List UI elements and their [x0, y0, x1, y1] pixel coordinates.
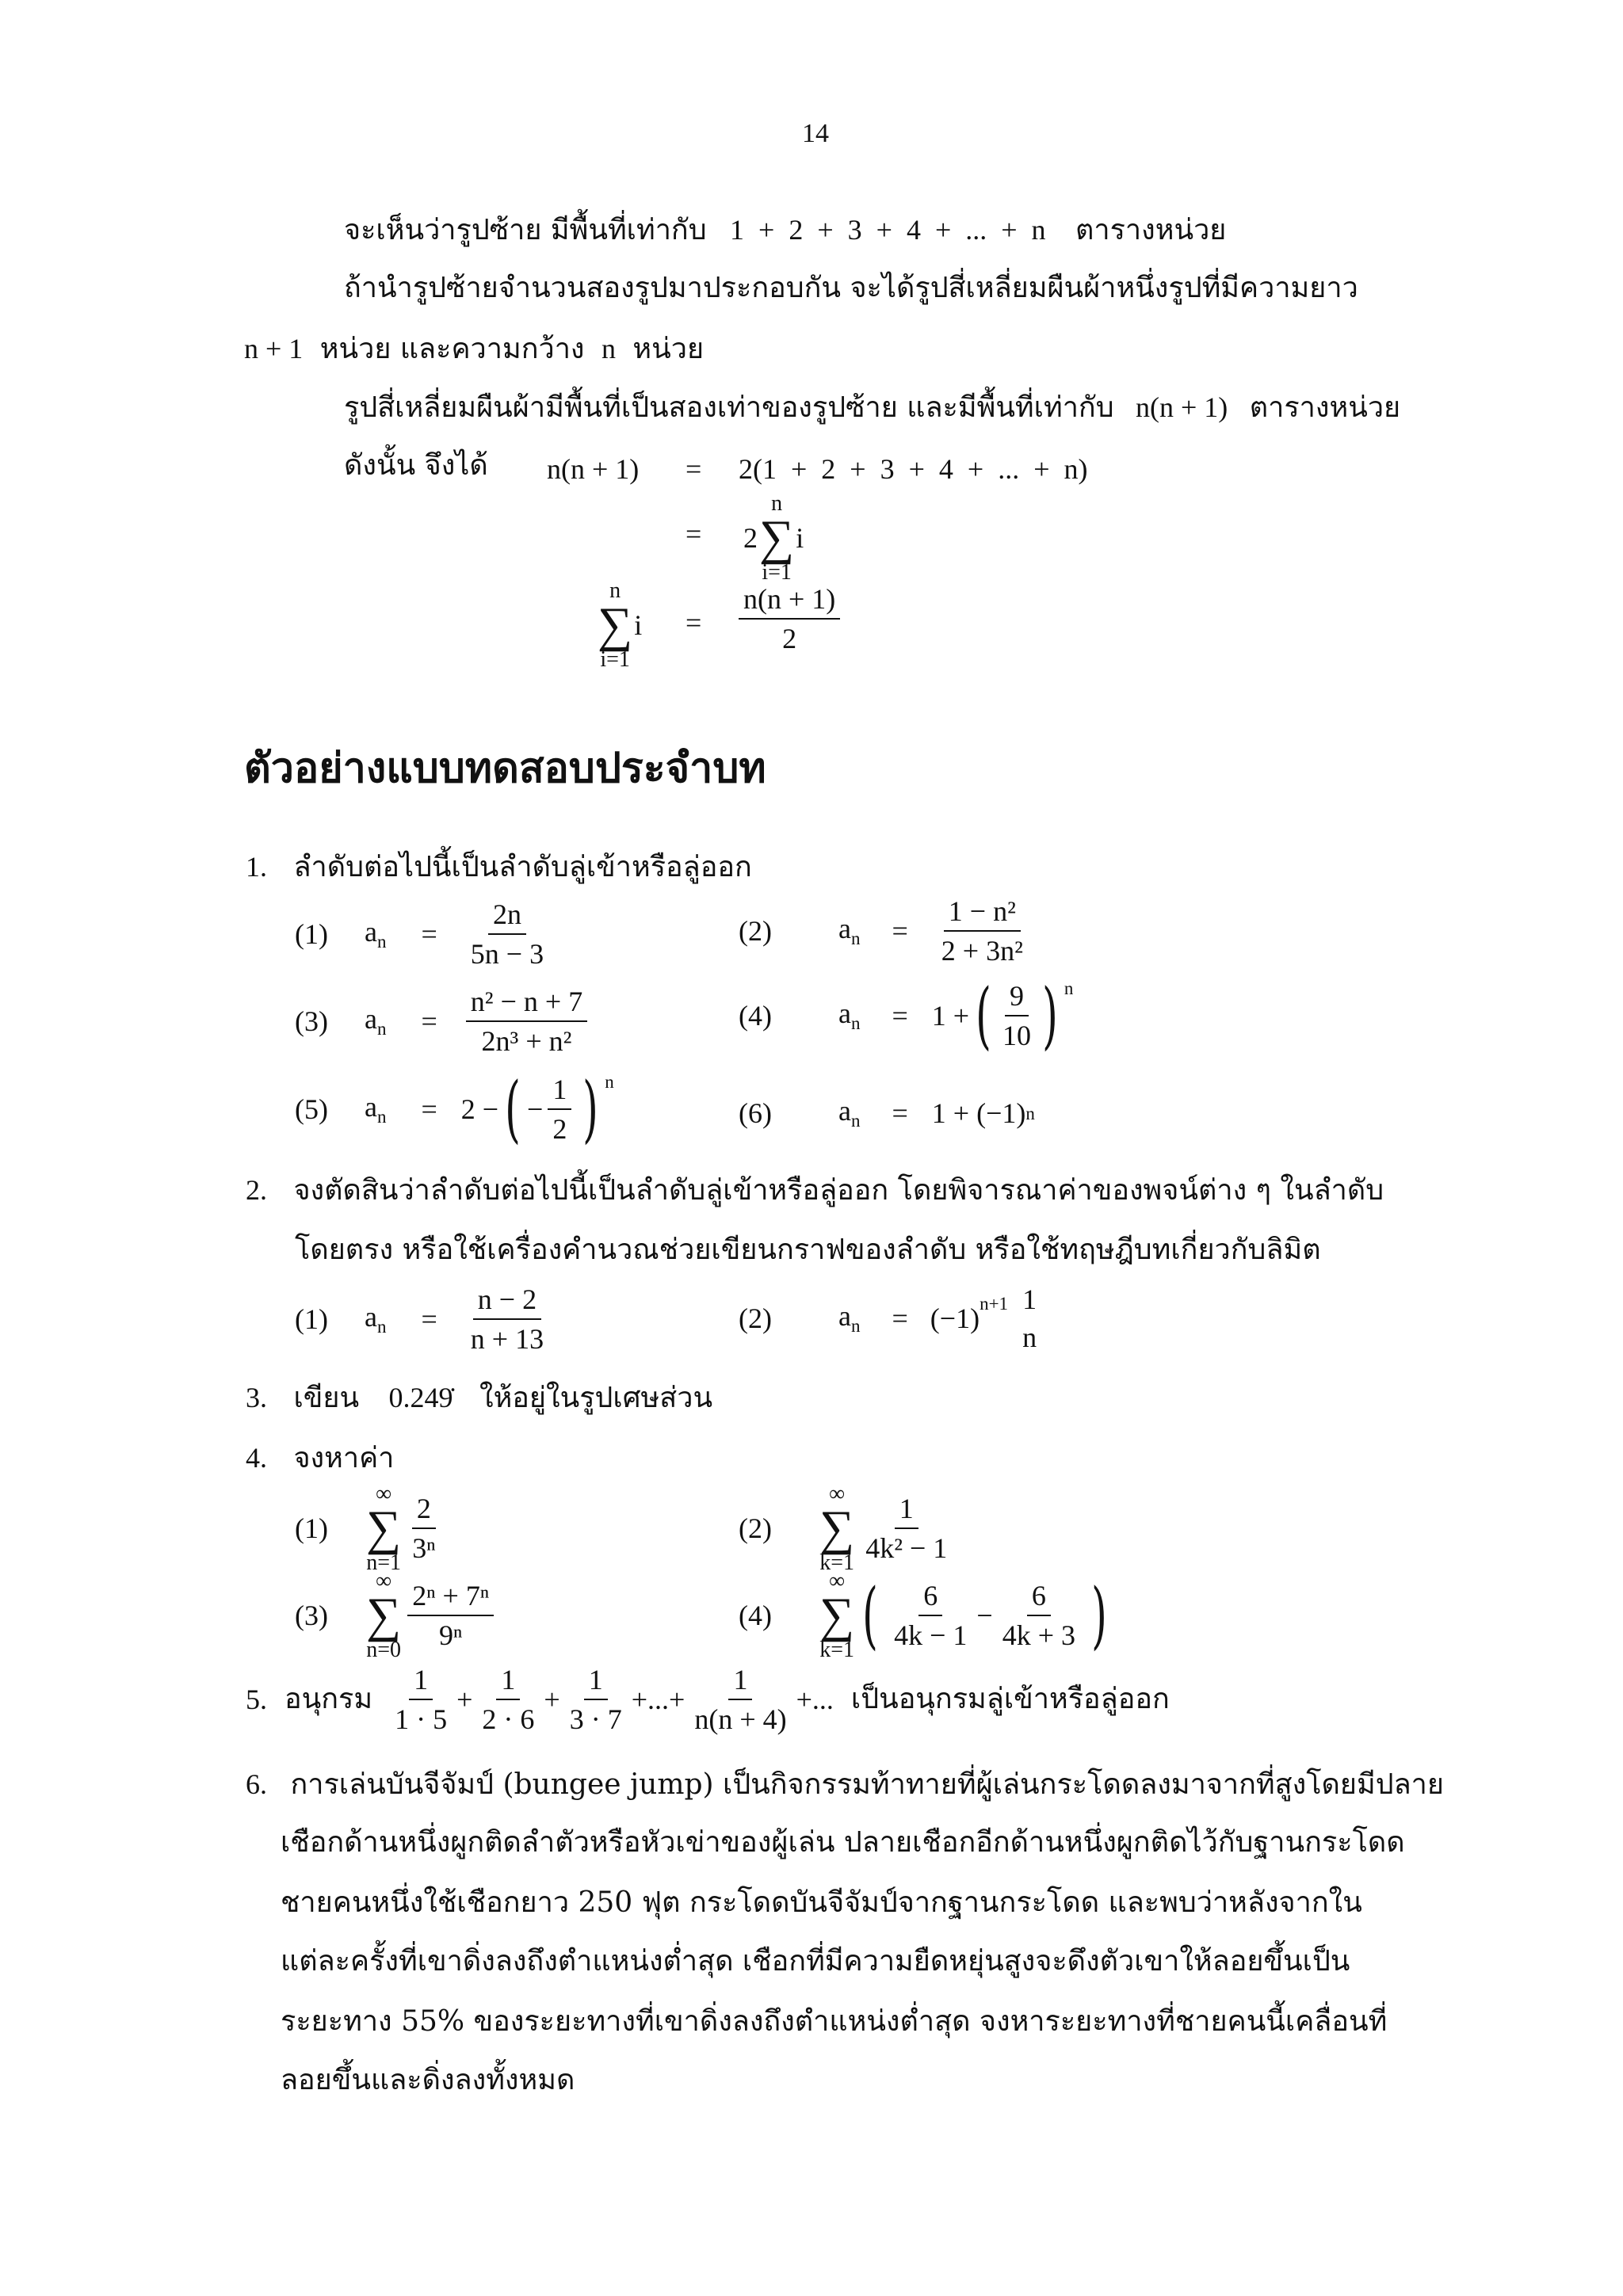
eq2-body: i [796, 522, 804, 555]
denominator: 4k − 1 [894, 1619, 968, 1652]
numerator: 6 [1027, 1581, 1051, 1616]
ellipsis: +...+ [631, 1684, 685, 1715]
fraction [466, 900, 548, 968]
q2-item-1 [295, 1285, 553, 1353]
q5 [246, 1665, 1170, 1733]
numerator: 1 [548, 1075, 571, 1110]
equals: = [892, 915, 908, 947]
expression: 1 + (−1) [931, 1097, 1026, 1129]
fraction [889, 1581, 972, 1650]
fraction [739, 585, 840, 653]
left-paren: ( [976, 973, 991, 1058]
sum-lower: n=0 [366, 1637, 401, 1662]
fraction [390, 1665, 452, 1733]
numerator: 2n [488, 900, 526, 935]
q4-label: 4. [246, 1442, 267, 1474]
q1-text: ลำดับต่อไปนี้เป็นลำดับลู่เข้าหรือลู่ออก [293, 851, 752, 883]
numerator: 2 [412, 1494, 436, 1529]
denominator: 3 · 7 [569, 1703, 622, 1735]
q4-item-3 [295, 1570, 498, 1661]
item-label: (6) [739, 1097, 772, 1129]
q1-item-4 [739, 973, 1074, 1058]
denominator: 10 [1002, 1020, 1032, 1051]
left-paren: ( [505, 1066, 521, 1151]
eq1-sign: = [685, 453, 702, 485]
numerator: 1 [728, 1665, 752, 1700]
left-paren: ( [862, 1573, 879, 1658]
eq1-rhs: 2(1 + 2 + 3 + 4 + ... + n) [739, 453, 1088, 485]
denominator: 2 [782, 623, 797, 654]
q6-line-1 [246, 1770, 1444, 1799]
sum-lower: n=1 [366, 1550, 401, 1575]
summation [366, 1570, 401, 1661]
fraction [998, 982, 1036, 1050]
fraction [1018, 1285, 1041, 1352]
q3-label: 3. [246, 1382, 267, 1413]
q4-item-2 [739, 1483, 957, 1574]
right-paren: ) [582, 1066, 599, 1151]
eq3-body: i [634, 609, 643, 642]
summation [819, 1483, 854, 1574]
item-label: (4) [739, 1600, 772, 1632]
exponent: n [1025, 1103, 1035, 1123]
denominator: 1 · 5 [395, 1703, 448, 1735]
numerator: 1 [895, 1494, 918, 1529]
eq2-coef: 2 [743, 522, 758, 555]
plus-sign: + [456, 1684, 473, 1715]
sum-upper: ∞ [829, 1569, 846, 1593]
q3 [246, 1383, 712, 1413]
intro-line-3-text2: หน่วย [632, 333, 705, 365]
q1-item-2 [739, 897, 1033, 965]
sum-lower: i=1 [762, 559, 792, 585]
eq2-rhs [743, 493, 804, 584]
numerator: n − 2 [473, 1285, 541, 1320]
q5-text-2: เป็นอนุกรมลู่เข้าหรือลู่ออก [850, 1683, 1170, 1715]
fraction [477, 1665, 539, 1733]
intro-line-1-text: จะเห็นว่ารูปซ้าย มีพื้นที่เท่ากับ [344, 214, 707, 246]
denominator: n(n + 4) [694, 1703, 787, 1735]
sum-lower: k=1 [819, 1637, 854, 1662]
numerator: n² − n + 7 [466, 987, 587, 1022]
equals: = [421, 1093, 437, 1125]
fraction [861, 1493, 952, 1565]
denominator: 9ⁿ [439, 1619, 463, 1652]
summation [759, 493, 794, 584]
equals: = [421, 1005, 437, 1037]
item-var: $a_n$ [365, 1003, 387, 1039]
exponent: n [605, 1072, 614, 1092]
q4-item-4 [739, 1570, 1113, 1661]
q5-label: 5. [246, 1684, 267, 1715]
q2-item-2 [739, 1285, 1046, 1352]
intro-line-4-unit: ตารางหน่วย [1249, 391, 1401, 424]
intro-line-3-text1: หน่วย และความกว้าง [319, 333, 585, 365]
item-label: (5) [295, 1093, 328, 1125]
intro-line-3 [244, 334, 704, 364]
item-label: (2) [739, 915, 772, 947]
equals: = [892, 1097, 908, 1129]
q1-item-3 [295, 987, 592, 1055]
fraction [407, 1493, 440, 1565]
item-var: $a_n$ [838, 1300, 861, 1336]
denominator: 3ⁿ [412, 1532, 436, 1565]
q6-line-6: ลอยขึ้นและดิ่งลงทั้งหมด [281, 2064, 575, 2096]
q1-item-5 [295, 1066, 614, 1151]
summation [366, 1483, 401, 1574]
sigma-icon: ∑ [366, 1501, 402, 1555]
denominator: 2 + 3n² [941, 935, 1023, 967]
sum-upper: ∞ [376, 1482, 392, 1506]
intro-line-5: ดังนั้น จึงได้ [344, 449, 488, 482]
item-label: (2) [739, 1302, 772, 1334]
item-var: $a_n$ [365, 1091, 387, 1127]
q6-line-3: ชายคนหนึ่งใช้เชือกยาว 250 ฟุต กระโดดบันจีจัมป์จากฐานกระโดด และพบว่าหลังจากใน [281, 1886, 1362, 1919]
item-var: $a_n$ [838, 913, 861, 948]
q1-header [246, 852, 752, 882]
q3-text-1: เขียน [293, 1382, 360, 1414]
intro-line-1-expr: 1 + 2 + 3 + 4 + ... + n [730, 214, 1046, 246]
q3-text-2: ให้อยู่ในรูปเศษส่วน [479, 1382, 713, 1414]
sum-upper: ∞ [376, 1569, 392, 1593]
page-number: 14 [802, 119, 829, 148]
item-label: (3) [295, 1600, 328, 1632]
fraction [689, 1665, 791, 1733]
q6-line-5: ระยะทาง 55% ของระยะทางที่เขาดิ่งลงถึงตำแหน่งต่ำสุด จงหาระยะทางที่ชายคนนี้เคลื่อนที่ [281, 2005, 1388, 2038]
sigma-icon: ∑ [366, 1589, 402, 1642]
denominator: 2 [552, 1113, 567, 1145]
numerator: 2ⁿ + 7ⁿ [407, 1581, 494, 1616]
eq2-sign: = [685, 518, 702, 550]
negative-sign: − [527, 1093, 544, 1125]
numerator: 1 [409, 1665, 433, 1700]
q1-item-6 [739, 1097, 1035, 1130]
item-var: $a_n$ [838, 997, 861, 1033]
prefix: 1 + [931, 1000, 970, 1032]
fraction [565, 1665, 627, 1733]
item-label: (4) [739, 1000, 772, 1032]
eq3-rhs [734, 585, 845, 653]
item-label: (1) [295, 1512, 328, 1545]
intro-line-4-expr: n(n + 1) [1136, 391, 1228, 423]
item-var: $a_n$ [365, 916, 387, 952]
item-var: $a_n$ [838, 1095, 861, 1131]
right-paren: ) [1091, 1573, 1107, 1658]
intro-line-3-expr1: n + 1 [244, 333, 304, 364]
q5-series [385, 1665, 834, 1733]
fraction [548, 1075, 571, 1143]
denominator: 4k + 3 [1002, 1619, 1076, 1652]
q2-text-2: โดยตรง หรือใช้เครื่องคำนวณช่วยเขียนกราฟของลำดับ หรือใช้ทฤษฎีบทเกี่ยวกับลิมิต [295, 1234, 1321, 1266]
sum-upper: ∞ [829, 1482, 846, 1506]
q2-text-1: จงตัดสินว่าลำดับต่อไปนี้เป็นลำดับลู่เข้าหรือลู่ออก โดยพิจารณาค่าของพจน์ต่าง ๆ ในลำดับ [293, 1174, 1384, 1207]
intro-line-4 [344, 393, 1400, 422]
q2-header [246, 1176, 1384, 1205]
sum-upper: n [771, 491, 783, 516]
item-var: $a_n$ [365, 1301, 387, 1337]
q5-text-1: อนุกรม [285, 1683, 373, 1715]
equals: = [421, 1303, 437, 1335]
q4-item-1 [295, 1483, 445, 1574]
eq3-sign: = [685, 607, 702, 639]
base: (−1) [930, 1302, 980, 1334]
numerator: 1 [496, 1665, 520, 1700]
denominator: 2n³ + n² [481, 1025, 572, 1057]
numerator: 9 [1005, 982, 1029, 1016]
numerator: 1 [1022, 1283, 1037, 1315]
q3-expr: 0.249̇ [388, 1382, 453, 1413]
numerator: 1 − n² [944, 897, 1021, 932]
sigma-icon: ∑ [759, 511, 795, 565]
q6-text-1: การเล่นบันจีจัมป์ (bungee jump) เป็นกิจกรรมท้าทายที่ผู้เล่นกระโดดลงมาจากที่สูงโดยมีปลาย [290, 1768, 1444, 1801]
exponent: n [1064, 978, 1074, 998]
operator: − [976, 1600, 993, 1632]
intro-line-2: ถ้านำรูปซ้ายจำนวนสองรูปมาประกอบกัน จะได้รูปสี่เหลี่ยมผืนผ้าหนึ่งรูปที่มีความยาว [344, 272, 1358, 304]
equals: = [892, 1000, 908, 1032]
q4-header [246, 1444, 394, 1473]
item-label: (1) [295, 918, 328, 950]
intro-line-4-text: รูปสี่เหลี่ยมผืนผ้ามีพื้นที่เป็นสองเท่าของรูปซ้าย และมีพื้นที่เท่ากับ [344, 391, 1114, 424]
q2-label: 2. [246, 1174, 267, 1206]
intro-line-3-expr2: n [601, 333, 616, 364]
eq3-lhs [596, 580, 642, 671]
fraction [407, 1581, 494, 1650]
plus-sign: + [544, 1684, 560, 1715]
q6-line-2: เชือกด้านหนึ่งผูกติดลำตัวหรือหัวเข่าของผู้เล่น ปลายเชือกอีกด้านหนึ่งผูกติดไว้กับฐานกระโดด [281, 1826, 1405, 1859]
right-paren: ) [1042, 973, 1058, 1058]
intro-line-1-unit: ตารางหน่วย [1075, 214, 1227, 246]
eq1-lhs: n(n + 1) [547, 453, 640, 485]
prefix: 2 − [460, 1093, 499, 1125]
numerator: n(n + 1) [739, 585, 840, 620]
item-label: (2) [739, 1512, 772, 1545]
fraction [466, 987, 587, 1055]
summation [819, 1570, 854, 1661]
tail: +... [796, 1684, 834, 1715]
q1-label: 1. [246, 851, 267, 883]
summation [598, 580, 632, 671]
q1-item-1 [295, 900, 553, 968]
fraction [937, 897, 1028, 965]
denominator: 5n − 3 [470, 938, 544, 970]
sum-lower: k=1 [819, 1550, 854, 1575]
denominator: n [1022, 1322, 1037, 1353]
denominator: n + 13 [470, 1323, 544, 1355]
item-label: (3) [295, 1005, 328, 1037]
equals: = [892, 1302, 908, 1334]
denominator: 2 · 6 [482, 1703, 535, 1735]
sigma-icon: ∑ [598, 598, 633, 652]
q6-line-4: แต่ละครั้งที่เขาดิ่งลงถึงตำแหน่งต่ำสุด เชือกที่มีความยืดหยุ่นสูงจะดึงตัวเขาให้ลอยขึ้นเป็น [281, 1945, 1350, 1978]
sigma-icon: ∑ [819, 1589, 855, 1642]
fraction [998, 1581, 1080, 1650]
numerator: 6 [918, 1581, 942, 1616]
exponent: n+1 [980, 1294, 1009, 1314]
item-label: (1) [295, 1303, 328, 1335]
equals: = [421, 918, 437, 950]
sigma-icon: ∑ [819, 1501, 855, 1555]
section-title: ตัวอย่างแบบทดสอบประจำบท [244, 744, 766, 792]
fraction [466, 1285, 548, 1353]
sum-lower: i=1 [600, 646, 630, 672]
intro-line-1 [344, 215, 1226, 245]
numerator: 1 [584, 1665, 608, 1700]
q4-text: จงหาค่า [293, 1442, 395, 1474]
q6-label: 6. [246, 1768, 267, 1800]
sum-upper: n [609, 578, 621, 603]
denominator: 4k² − 1 [865, 1532, 948, 1565]
